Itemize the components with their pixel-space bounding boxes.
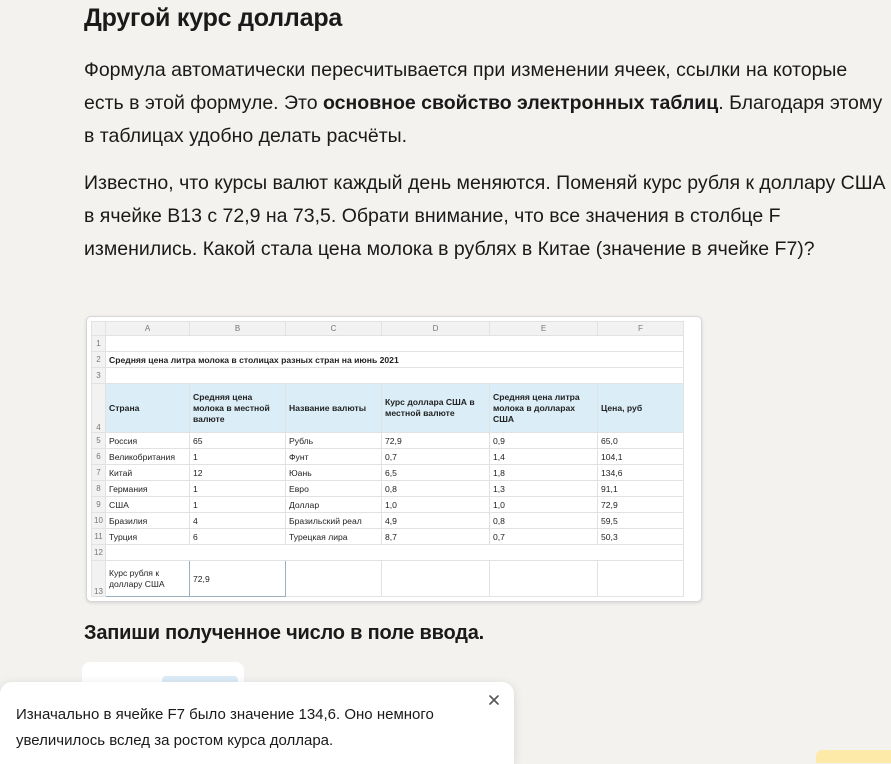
header-row xyxy=(92,384,684,433)
table-cell: 0,7 xyxy=(490,529,598,545)
table-cell: 72,9 xyxy=(598,497,684,513)
table-cell: 59,5 xyxy=(598,513,684,529)
row-number: 10 xyxy=(92,513,106,529)
table-cell: 1,8 xyxy=(490,465,598,481)
row-number: 13 xyxy=(92,561,106,597)
rate-label-cell: Курс рубля к доллару США xyxy=(106,561,190,597)
table-cell: 1,0 xyxy=(382,497,490,513)
hint-toast xyxy=(0,682,514,764)
table-cell: Рубль xyxy=(286,433,382,449)
row-number: 8 xyxy=(92,481,106,497)
table-cell: 1 xyxy=(190,497,286,513)
table-cell: 91,1 xyxy=(598,481,684,497)
column-header: F xyxy=(598,322,684,336)
table-row xyxy=(92,368,684,384)
table-cell: Бразилия xyxy=(106,513,190,529)
row-number: 12 xyxy=(92,545,106,561)
column-header: E xyxy=(490,322,598,336)
sheet-title: Средняя цена литра молока в столицах разных стран на июнь 2021 xyxy=(106,352,684,368)
table-cell: Фунт xyxy=(286,449,382,465)
table-cell: 0,8 xyxy=(490,513,598,529)
table-cell: 0,9 xyxy=(490,433,598,449)
table-row xyxy=(92,545,684,561)
table-cell: Великобритания xyxy=(106,449,190,465)
table-cell: Россия xyxy=(106,433,190,449)
row-number: 6 xyxy=(92,449,106,465)
table-cell: Евро xyxy=(286,481,382,497)
hint-message: Изначально в ячейке F7 было значение 134,6. Оно немного увеличилось вслед за ростом курса доллара. xyxy=(16,706,434,749)
header-cell: Цена, руб xyxy=(598,384,684,433)
close-icon-glyph xyxy=(486,692,502,708)
table-row xyxy=(92,513,684,529)
rate-value-cell: 72,9 xyxy=(190,561,286,597)
table-row xyxy=(92,336,684,352)
table-cell: 1 xyxy=(190,481,286,497)
table-cell: 4 xyxy=(190,513,286,529)
table-row xyxy=(92,481,684,497)
table-cell: 134,6 xyxy=(598,465,684,481)
table-row xyxy=(92,465,684,481)
table-row xyxy=(92,529,684,545)
table-cell: 0,8 xyxy=(382,481,490,497)
table-cell: Китай xyxy=(106,465,190,481)
row-number: 2 xyxy=(92,352,106,368)
paragraph-text: . Благодаря этому в таблицах удобно делать расчёты. xyxy=(84,92,883,147)
column-header: D xyxy=(382,322,490,336)
table-cell: Турецкая лира xyxy=(286,529,382,545)
table-cell: 8,7 xyxy=(382,529,490,545)
page-title: Другой курс доллара xyxy=(84,4,343,32)
table-cell: 4,9 xyxy=(382,513,490,529)
header-cell: Название валюты xyxy=(286,384,382,433)
paragraph-text: Формула автоматически пересчитывается при изменении ячеек, ссылки на которые есть в этой формуле. Это xyxy=(84,59,848,114)
table-cell: 6,5 xyxy=(382,465,490,481)
header-cell: Курс доллара США в местной валюте xyxy=(382,384,490,433)
row-number: 9 xyxy=(92,497,106,513)
spreadsheet-table xyxy=(91,321,684,597)
table-cell: 104,1 xyxy=(598,449,684,465)
table-cell: 6 xyxy=(190,529,286,545)
table-cell: 12 xyxy=(190,465,286,481)
table-cell: 1 xyxy=(190,449,286,465)
paragraph-task: Известно, что курсы валют каждый день меняются. Поменяй курс рубля к доллару США в ячейке B13 с 72,9 на 73,5. Обрати внимание, что все значения в столбце F изменились. Какой стала цена молока в рублях в Китае (значение в ячейке F7)? xyxy=(84,172,886,260)
table-cell: Германия xyxy=(106,481,190,497)
spreadsheet-image xyxy=(86,316,702,602)
header-cell: Средняя цена молока в местной валюте xyxy=(190,384,286,433)
table-row xyxy=(92,352,684,368)
column-header: A xyxy=(106,322,190,336)
table-row xyxy=(92,449,684,465)
table-cell: 1,4 xyxy=(490,449,598,465)
column-header: B xyxy=(190,322,286,336)
table-cell: 1,0 xyxy=(490,497,598,513)
column-header: C xyxy=(286,322,382,336)
table-cell: 0,7 xyxy=(382,449,490,465)
paragraph-formula xyxy=(84,54,889,153)
table-cell: 65,0 xyxy=(598,433,684,449)
table-row xyxy=(92,433,684,449)
table-row xyxy=(92,497,684,513)
table-cell: США xyxy=(106,497,190,513)
row-number: 11 xyxy=(92,529,106,545)
row-number: 5 xyxy=(92,433,106,449)
table-cell: 50,3 xyxy=(598,529,684,545)
table-cell: Доллар xyxy=(286,497,382,513)
table-cell: 72,9 xyxy=(382,433,490,449)
table-row xyxy=(92,561,684,597)
instruction-heading: Запиши полученное число в поле ввода. xyxy=(84,622,484,644)
table-cell: 1,3 xyxy=(490,481,598,497)
header-cell: Страна xyxy=(106,384,190,433)
column-header-row xyxy=(92,322,684,336)
close-icon[interactable] xyxy=(486,692,502,708)
table-cell: 65 xyxy=(190,433,286,449)
table-cell: Турция xyxy=(106,529,190,545)
corner-widget[interactable] xyxy=(816,750,891,763)
paragraph-bold-text: основное свойство электронных таблиц xyxy=(323,92,719,114)
header-cell: Средняя цена литра молока в долларах США xyxy=(490,384,598,433)
row-number: 3 xyxy=(92,368,106,384)
row-number: 1 xyxy=(92,336,106,352)
table-cell: Юань xyxy=(286,465,382,481)
row-number: 7 xyxy=(92,465,106,481)
table-cell: Бразильский реал xyxy=(286,513,382,529)
row-number: 4 xyxy=(92,384,106,433)
